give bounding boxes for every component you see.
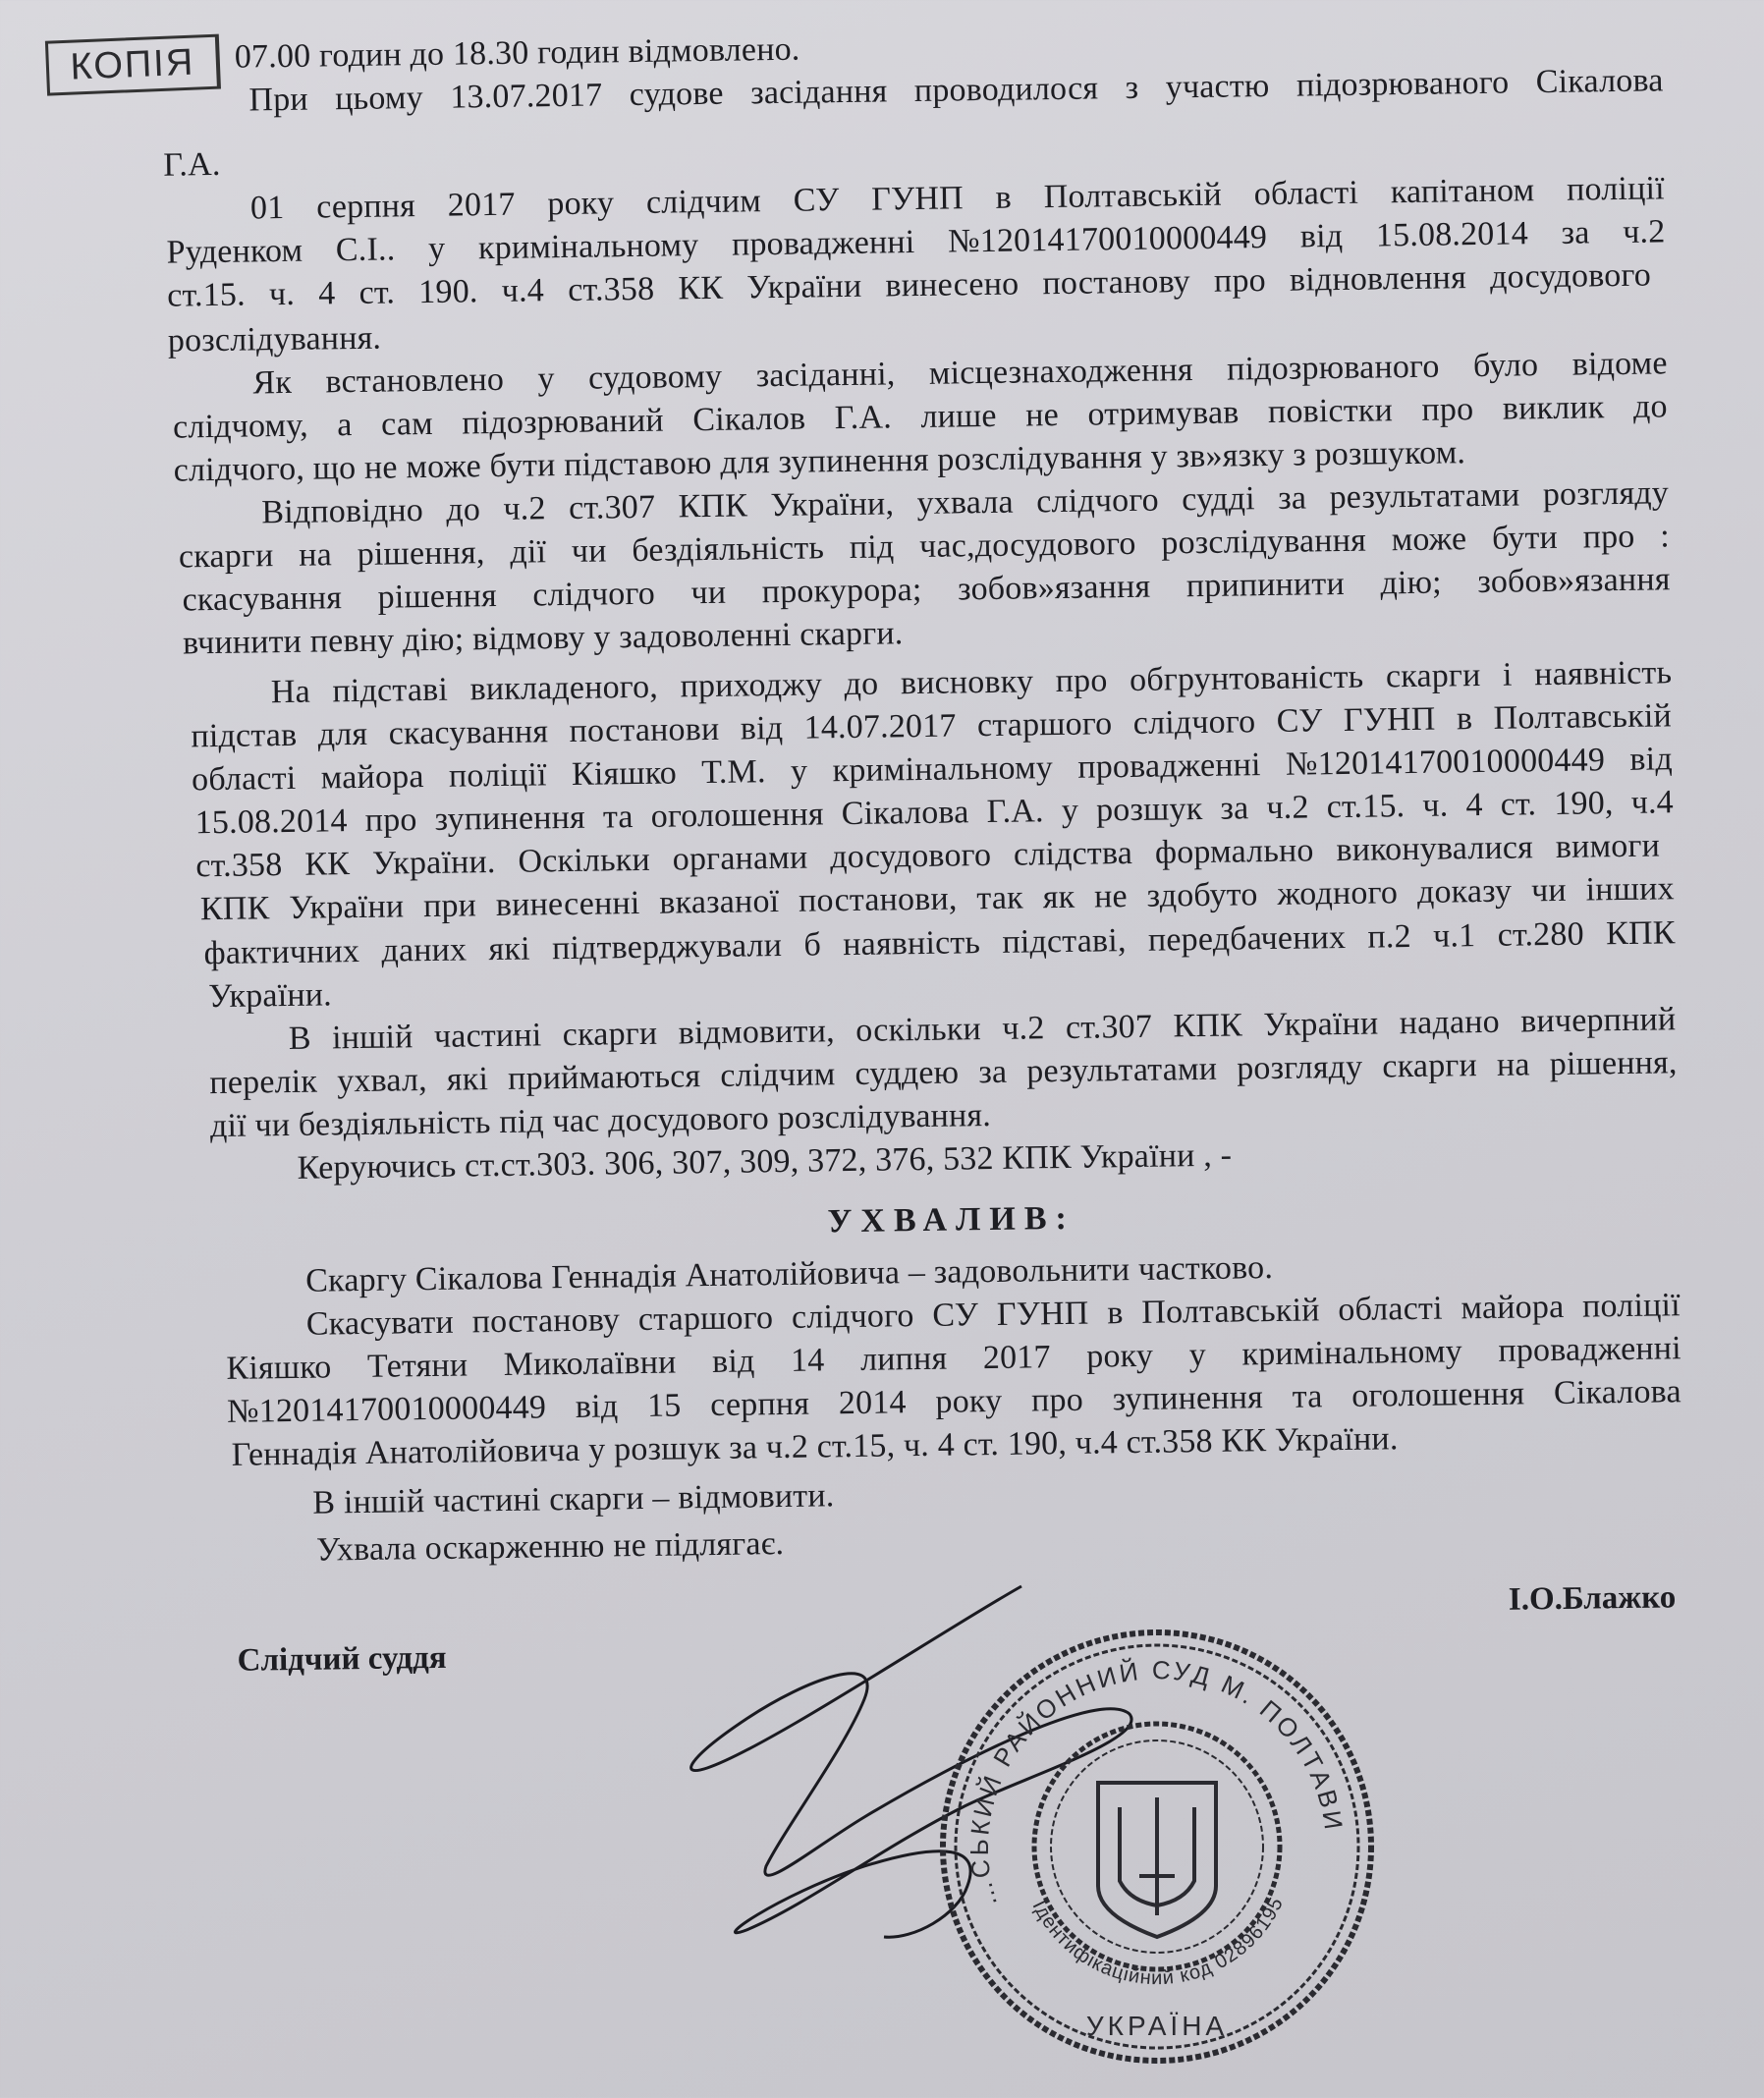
text-line: вчинити певну дію; відмову у задоволенні скарги. xyxy=(182,615,904,662)
text-line: 15.08.2014 про зупинення та оголошення Сікалова Г.А. у розшук за ч.2 ст.15. ч. 4 ст. 190, ч.4 xyxy=(194,784,1675,842)
text-line: При цьому 13.07.2017 судове засідання проводилося з участю підозрюваного Сікалова xyxy=(248,62,1664,119)
text-line: слідчому, а сам підозрюваний Сікалов Г.А. лише не отримував повістки про виклик до xyxy=(172,388,1668,446)
text-line: скарги на рішення, дії чи бездіяльність під час,досудового розслідування може бути про : xyxy=(178,518,1671,576)
text-line: Як встановлено у судовому засіданні, місцезнаходження підозрюваного було відоме xyxy=(252,345,1668,402)
text-line: Скасувати постанову старшого слідчого СУ ГУНП в Полтавській області майора поліції xyxy=(305,1287,1681,1343)
text-line: Ухвала оскарженню не підлягає. xyxy=(315,1525,785,1569)
text-line: Г.А. xyxy=(163,145,221,184)
text-line: слідчого, що не може бути підставою для зупинення розслідування у зв»язку з розшуком. xyxy=(173,434,1466,489)
trident-icon xyxy=(1098,1783,1216,1937)
text-line: Керуючись ст.ст.303. 306, 307, 309, 372, 376, 532 КПК України , - xyxy=(297,1136,1233,1187)
text-line: Кіяшко Тетяни Миколаївни від 14 липня 2017 року у кримінальному провадженні xyxy=(226,1330,1682,1387)
seal-outer-text: …СЬКИЙ РАЙОННИЙ СУД М. ПОЛТАВИ xyxy=(964,1654,1350,1911)
text-line: 01 серпня 2017 року слідчим СУ ГУНП в Полтавській області капітаном поліції xyxy=(249,170,1665,227)
text-line: розслідування. xyxy=(167,319,382,359)
text-line: Відповідно до ч.2 ст.307 КПК України, ухвала слідчого судді за результатами розгляду xyxy=(261,474,1670,531)
resolution-heading: УХВАЛИВ: xyxy=(827,1199,1076,1241)
text-line: Скаргу Сікалова Геннадія Анатолійовича – задовольнити частково. xyxy=(304,1249,1274,1299)
text-line: скасування рішення слідчого чи прокурора; зобов»язання припинити дію; зобов»язання xyxy=(182,561,1671,619)
copy-stamp: КОПІЯ xyxy=(45,34,221,96)
text-line: КПК України при винесенні вказаної постанови, так як не здобуто жодного доказу чи інших xyxy=(199,870,1675,928)
seal-bottom-text: УКРАЇНА xyxy=(1085,2011,1229,2041)
text-line: №12014170010000449 від 15 серпня 2014 року про зупинення та оголошення Сікалова xyxy=(226,1373,1682,1430)
text-line: перелік ухвал, які приймаються слідчим суддею за результатами розгляду скарги на рішення, xyxy=(209,1044,1678,1102)
text-line: області майора поліції Кіяшко Т.М. у кримінальному провадженні №12014170010000449 від xyxy=(191,741,1674,799)
text-line: В іншій частині скарги – відмовити. xyxy=(312,1477,835,1521)
text-line: України. xyxy=(207,976,333,1016)
text-line: 07.00 годин до 18.30 годин відмовлено. xyxy=(234,30,800,76)
text-line: підстав для скасування постанови від 14.07.2017 старшого слідчого СУ ГУНП в Полтавській xyxy=(191,697,1673,755)
judge-role: Слідчий суддя xyxy=(237,1639,447,1679)
text-line: ст.15. ч. 4 ст. 190. ч.4 ст.358 КК України винесено постанову про відновлення досудового xyxy=(166,256,1652,314)
text-line: На підставі викладеного, приходжу до висновку про обгрунтованість скарги і наявність xyxy=(270,654,1673,711)
seal-code-text: Ідентифікаційний код 02896195 xyxy=(1027,1893,1289,1990)
judge-name: І.О.Блажко xyxy=(1508,1579,1677,1618)
text-line: дії чи бездіяльність під час досудового розслідування. xyxy=(209,1097,992,1145)
text-line: ст.358 КК України. Оскільки органами досудового слідства формально виконувалися вимоги xyxy=(195,827,1661,885)
text-line: фактичних даних які підтверджували б наявність підставі, передбачених п.2 ч.1 ст.280 КПК xyxy=(203,914,1676,972)
text-line: Геннадія Анатолійовича у розшук за ч.2 ст.15, ч. 4 ст. 190, ч.4 ст.358 КК України. xyxy=(231,1420,1399,1473)
text-line: В іншій частині скарги відмовити, оскільки ч.2 ст.307 КПК України надано вичерпний xyxy=(288,1001,1677,1057)
text-line: Руденком С.І.. у кримінальному провадженні №12014170010000449 від 15.08.2014 за ч.2 xyxy=(166,213,1666,271)
